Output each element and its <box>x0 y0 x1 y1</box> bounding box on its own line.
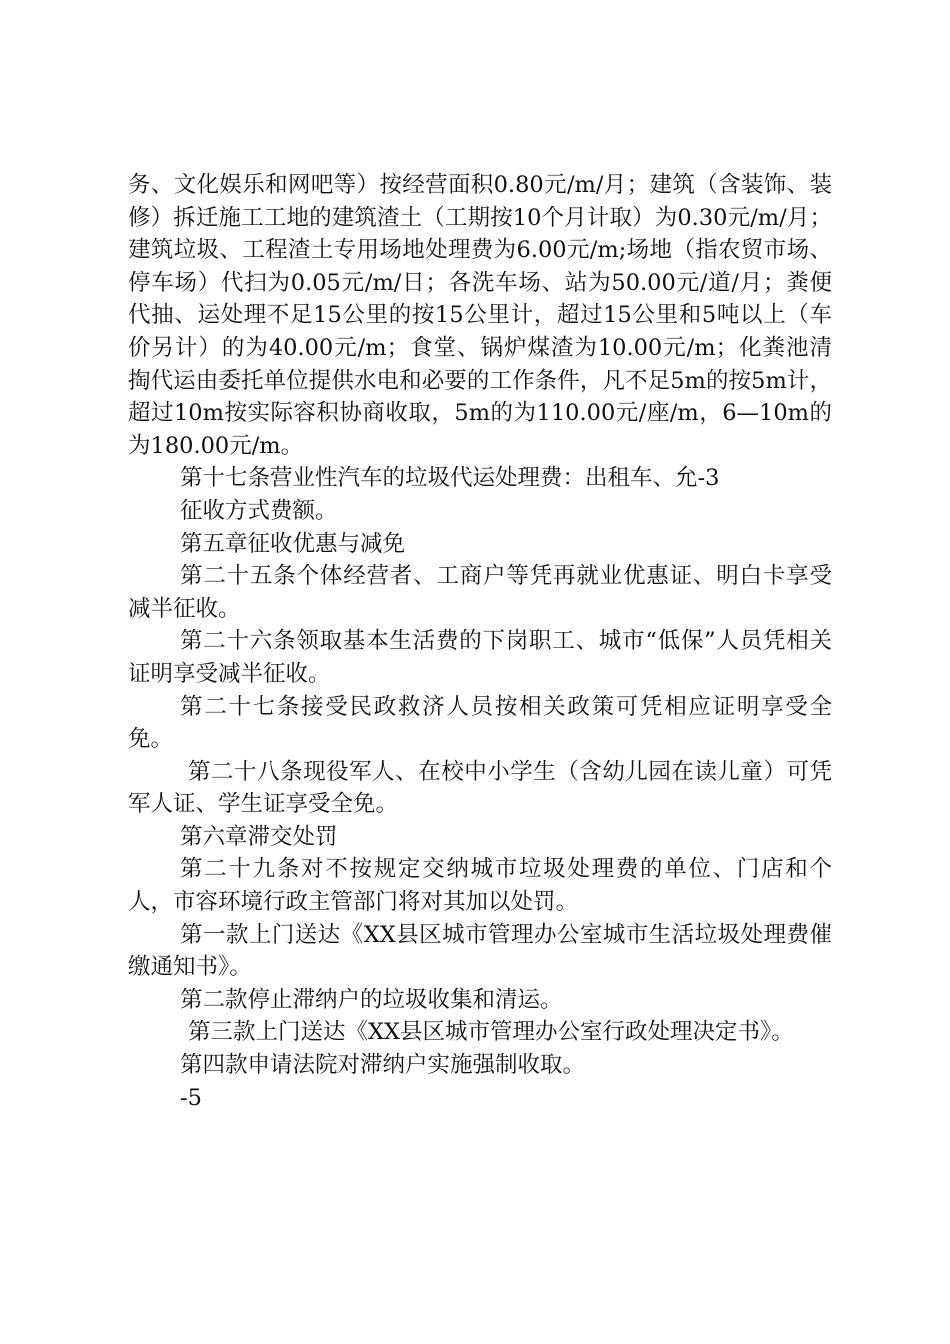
chapter-6-heading: 第六章滞交处罚 <box>180 823 338 850</box>
paragraph-article-29: 第二十九条对不按规定交纳城市垃圾处理费的单位、门店和个人，市容环境行政主管部门将对其加以处罚。 <box>128 856 832 916</box>
chapter-5-heading: 第五章征收优惠与减免 <box>180 530 406 557</box>
paragraph-clause-2: 第二款停止滞纳户的垃圾收集和清运。 <box>180 986 563 1013</box>
paragraph-article-28: 第二十八条现役军人、在校中小学生（含幼儿园在读儿童）可凭军人证、学生证享受全免。 <box>128 758 832 818</box>
paragraph-clause-1: 第一款上门送达《XX县区城市管理办公室城市生活垃圾处理费催缴通知书》。 <box>128 921 832 981</box>
paragraph-clause-4: 第四款申请法院对滞纳户实施强制收取。 <box>180 1052 586 1079</box>
paragraph-article-25: 第二十五条个体经营者、工商户等凭再就业优惠证、明白卡享受减半征收。 <box>128 563 832 622</box>
paragraph-article-26: 第二十六条领取基本生活费的下岗职工、城市“低保”人员凭相关证明享受减半征收。 <box>128 628 832 687</box>
page-number: -5 <box>180 1084 202 1111</box>
paragraph-fee-rates: 务、文化娱乐和网吧等）按经营面积0.80元/m/月；建筑（含装饰、装修）拆迁施工工地的建筑渣土（工期按10个月计取）为0.30元/m/月；建筑垃圾、工程渣土专用场地处理费为6.00元/m;场地（指农贸市场、停车场）代扫为0.05元/m/日；各洗车场、站为50.00元/道/月；粪便代抽、运处理不足15公里的按15公里计，超过15公里和5吨以上（车价另计）的为40.00元/m；食堂、锅炉煤渣为10.00元/m；化粪池清掏代运由委托单位提供水电和必要的工作条件，凡不足5m的按5m计，超过10m按实际容积协商收取，5m的为110.00元/座/m，6—10m的为180.00元/m。 <box>128 172 832 459</box>
paragraph-collection-method: 征收方式费额。 <box>180 497 338 524</box>
document-body <box>128 169 832 1114</box>
paragraph-article-17: 第十七条营业性汽车的垃圾代运处理费：出租车、允-3 <box>180 465 720 492</box>
paragraph-article-27: 第二十七条接受民政救济人员按相关政策可凭相应证明享受全免。 <box>128 693 832 753</box>
paragraph-clause-3: 第三款上门送达《XX县区城市管理办公室行政处理决定书》。 <box>188 1019 794 1046</box>
